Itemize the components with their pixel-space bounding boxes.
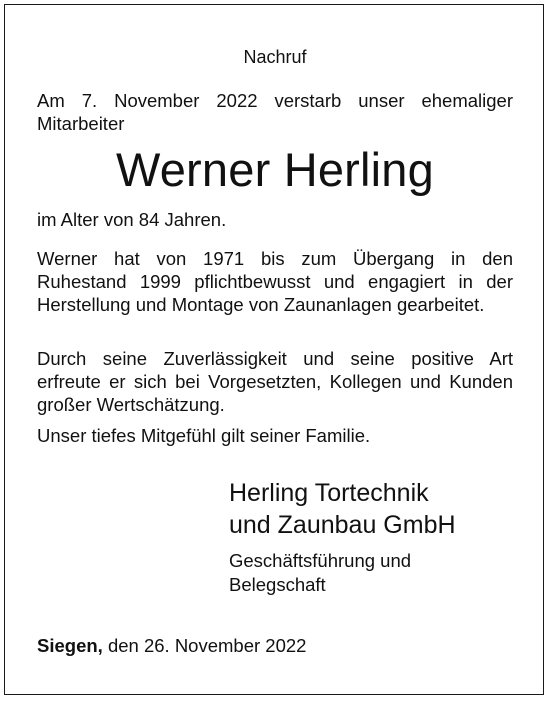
condolence-paragraph: Unser tiefes Mitgefühl gilt seiner Familie.	[37, 425, 371, 446]
company-name-line-2: und Zaunbau GmbH	[229, 511, 456, 539]
signatory-line-1: Geschäftsführung und	[229, 550, 412, 571]
deceased-name: Werner Herling	[116, 143, 434, 196]
notice-heading: Nachruf	[243, 47, 307, 67]
appreciation-paragraph: Durch seine Zuverlässigkeit und seine positive Art erfreute er sich bei Vorgesetzten, Kollegen und Kunden großer Wertschätzung.	[37, 348, 513, 415]
intro-text: Am 7. November 2022 verstarb unser ehemaliger Mitarbeiter	[37, 90, 513, 134]
company-name-line-1: Herling Tortechnik	[229, 479, 429, 507]
signatory-line-2: Belegschaft	[229, 574, 326, 595]
notice-date: den 26. November 2022	[107, 635, 307, 656]
age-line: im Alter von 84 Jahren.	[37, 209, 227, 230]
place-date	[37, 634, 306, 657]
signatory	[229, 549, 411, 597]
career-paragraph: Werner hat von 1971 bis zum Übergang in den Ruhestand 1999 pflichtbewusst und engagiert in der Herstellung und Montage von Zaunanlagen gearbeitet.	[37, 248, 513, 315]
place-name: Siegen,	[37, 635, 103, 656]
company-name	[229, 477, 456, 541]
